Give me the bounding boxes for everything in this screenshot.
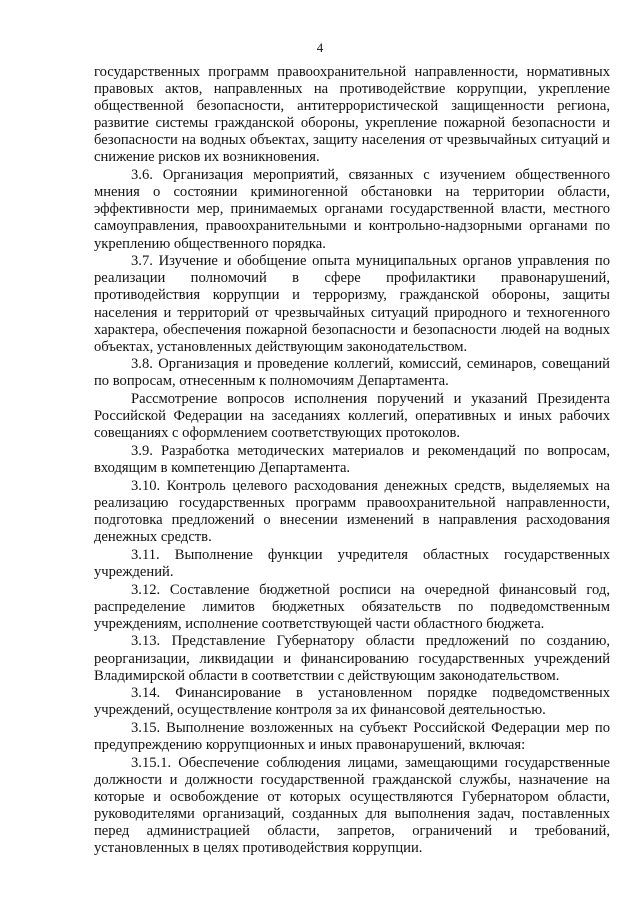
paragraph-3-6: 3.6. Организация мероприятий, связанных с изучением общественного мнения о состоянии криминогенной обстановки на территории области, эффективности мер, принимаемых органами государственной власти, местного самоуправления, правоохранительными и контрольно-надзорными органами по укреплению общественного порядка. [94,167,610,252]
paragraph-3-13: 3.13. Представление Губернатору области предложений по созданию, реорганизации, ликвидации и финансированию государственных учреждений Владимирской области в соответствии с действующим законодательством. [94,633,610,684]
paragraph-3-12: 3.12. Составление бюджетной росписи на очередной финансовый год, распределение лимитов бюджетных обязательств по подведомственным учреждениям, исполнение соответствующей части областного бюджета. [94,581,610,632]
paragraph-3-8-continued: Рассмотрение вопросов исполнения поручений и указаний Президента Российской Федерации на заседаниях коллегий, оперативных и иных рабочих совещаниях с оформлением соответствующих протоколов. [94,391,610,442]
paragraph-3-11: 3.11. Выполнение функции учредителя областных государственных учреждений. [94,546,610,580]
paragraph-3-15-1: 3.15.1. Обеспечение соблюдения лицами, замещающими государственные должности и должности государственной гражданской службы, назначение на которые и освобождение от которых осуществляются Губернатором области, руководителями организаций, созданных для выполнения задач, поставленных перед администрацией области, запретов, ограничений и требований, установленных в целях противодействия коррупции. [94,754,610,857]
document-body [94,64,610,857]
paragraph-3-9: 3.9. Разработка методических материалов и рекомендаций по вопросам, входящим в компетенцию Департамента. [94,443,610,477]
paragraph-continuation: государственных программ правоохранительной направленности, нормативных правовых актов, направленных на противодействие коррупции, укрепление общественной безопасности, антитеррористической защищенности региона, развитие системы гражданской обороны, укрепление пожарной безопасности и безопасности на водных объектах, защиту населения от чрезвычайных ситуаций и снижение рисков их возникновения. [94,64,610,166]
paragraph-3-8: 3.8. Организация и проведение коллегий, комиссий, семинаров, совещаний по вопросам, отнесенным к полномочиям Департамента. [94,356,610,390]
page-number: 4 [316,40,324,55]
paragraph-3-10: 3.10. Контроль целевого расходования денежных средств, выделяемых на реализацию государственных программ правоохранительной направленности, подготовка предложений о внесении изменений в направления расходования денежных средств. [94,477,610,546]
paragraph-3-7: 3.7. Изучение и обобщение опыта муниципальных органов управления по реализации полномочий в сфере профилактики правонарушений, противодействия коррупции и терроризму, гражданской обороны, защиты населения и территорий от чрезвычайных ситуаций природного и техногенного характера, обеспечения пожарной безопасности и безопасности людей на водных объектах, установленных действующим законодательством. [94,253,610,355]
paragraph-3-14: 3.14. Финансирование в установленном порядке подведомственных учреждений, осуществление контроля за их финансовой деятельностью. [94,685,610,719]
paragraph-3-15: 3.15. Выполнение возложенных на субъект Российской Федерации мер по предупреждению коррупционных и иных правонарушений, включая: [94,720,610,754]
